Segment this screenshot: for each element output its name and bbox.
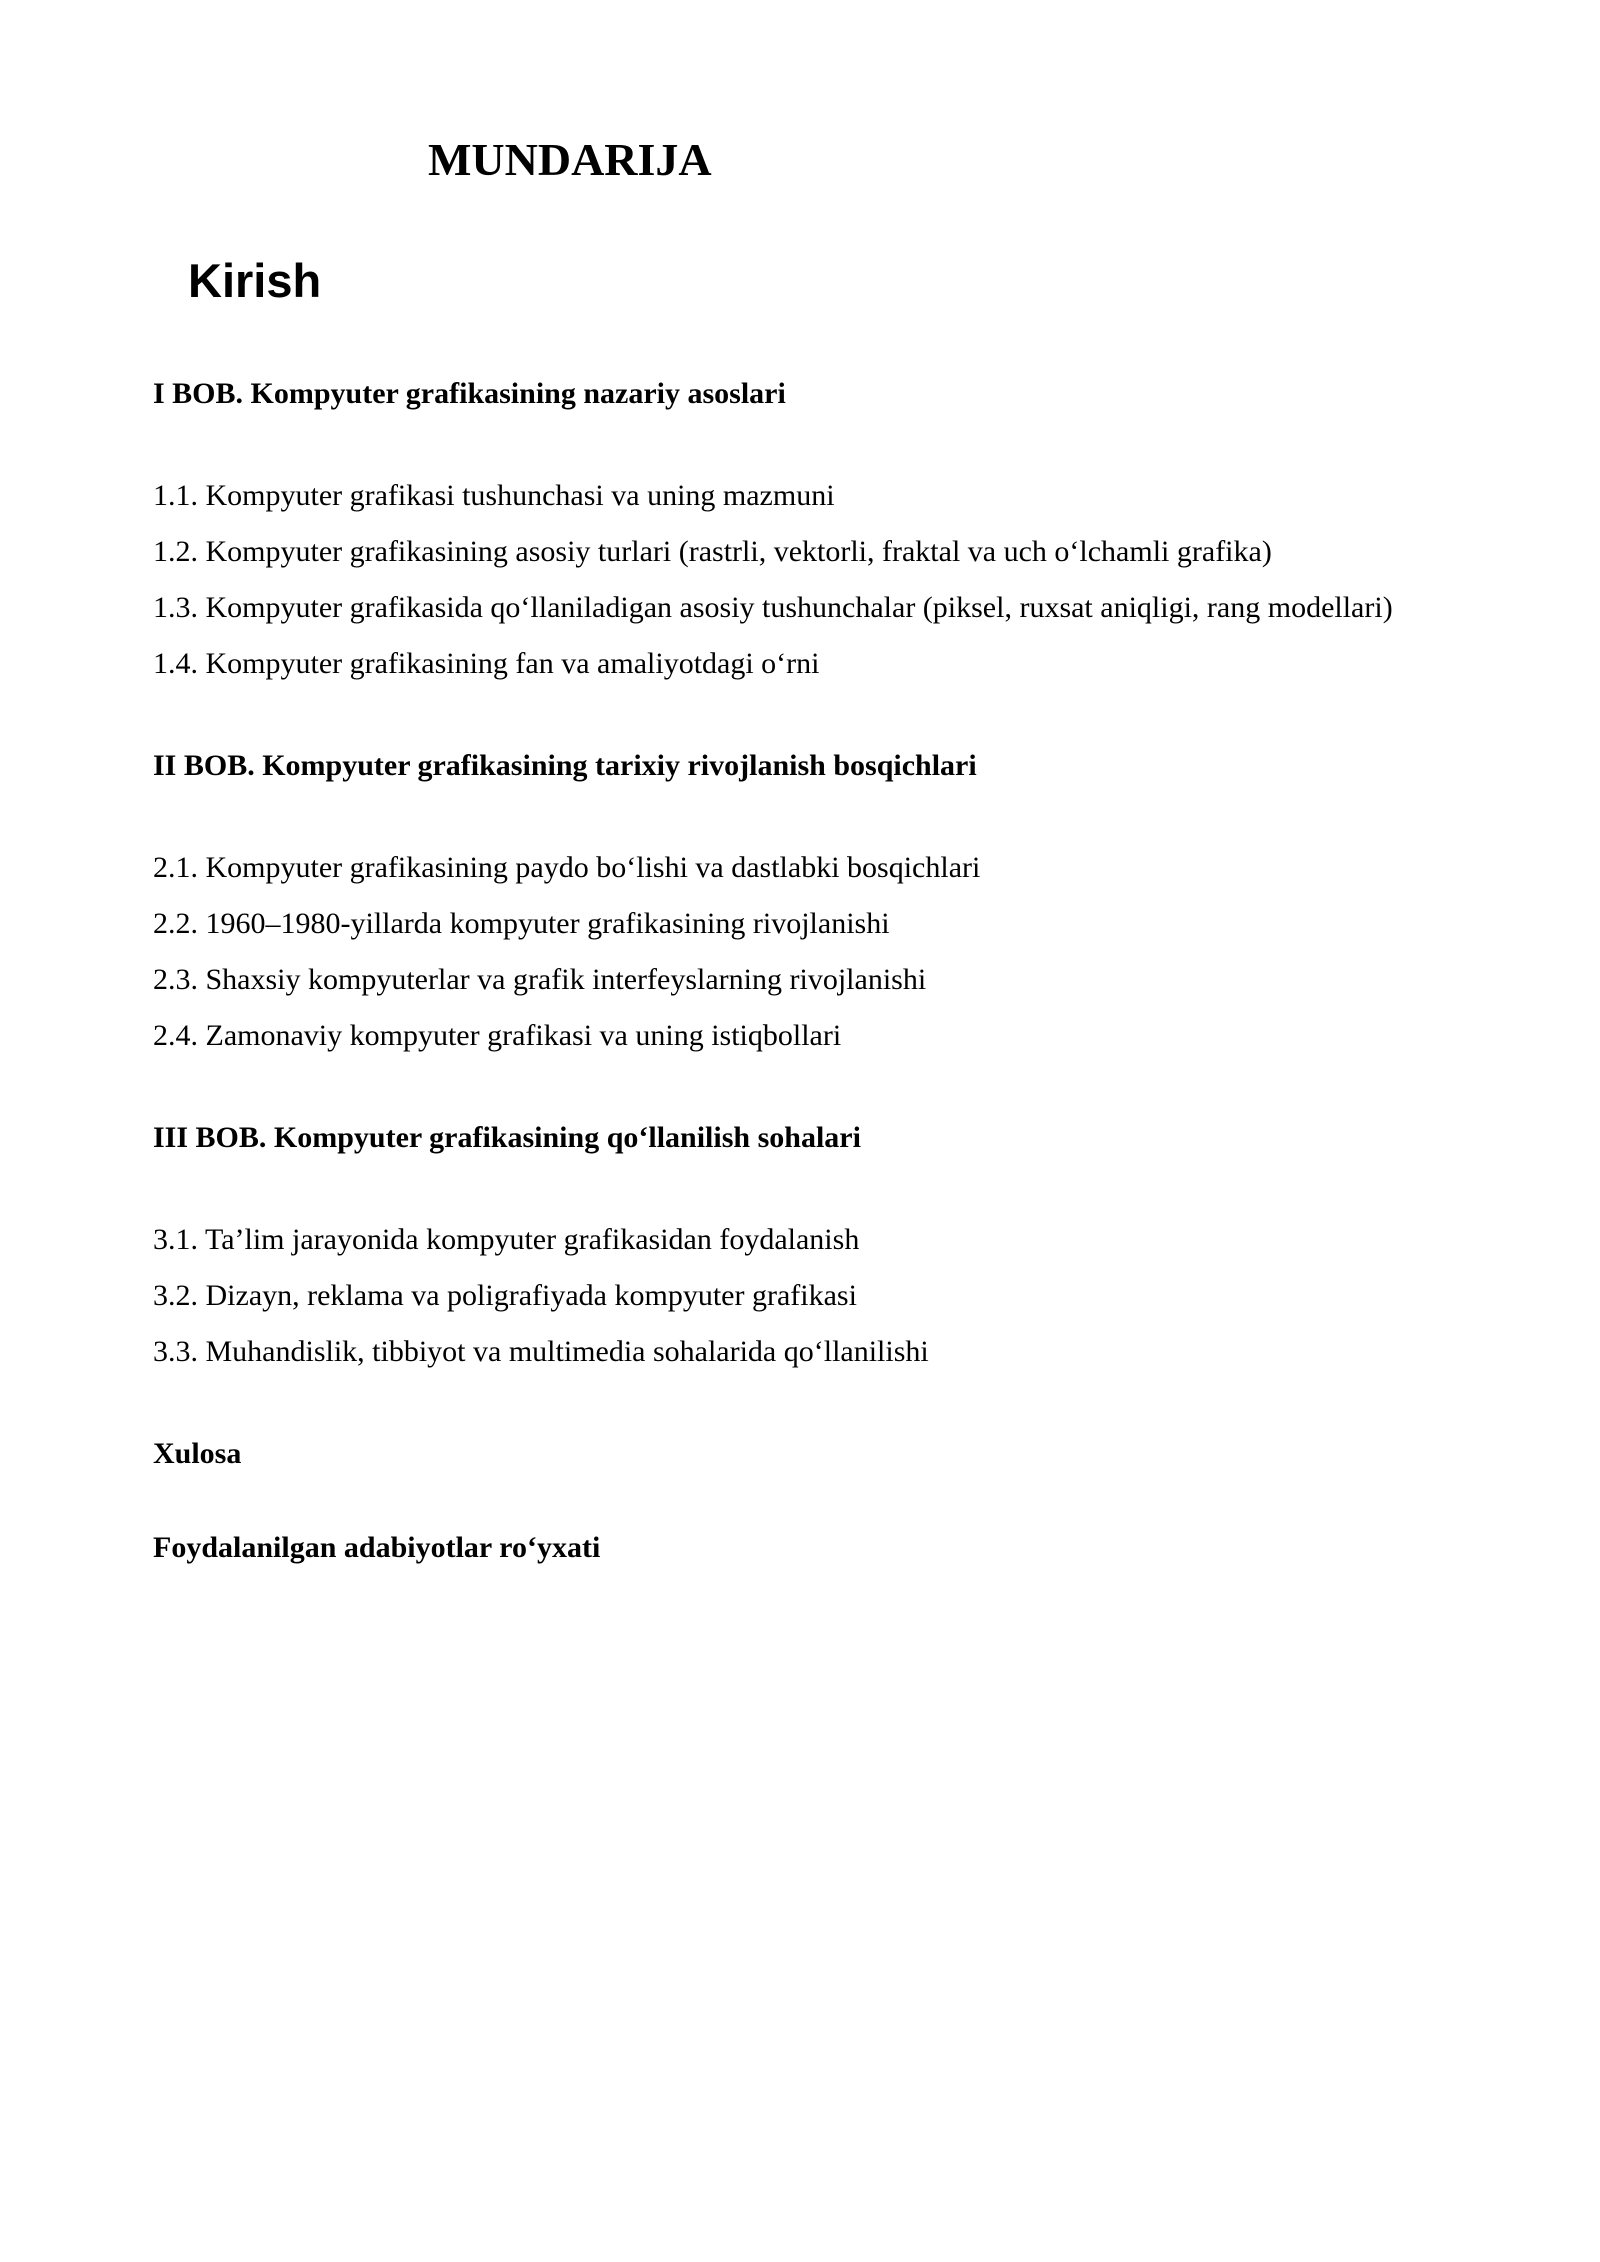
- toc-item: 2.3. Shaxsiy kompyuterlar va grafik interfeyslarning rivojlanishi: [153, 963, 927, 996]
- page-title: MUNDARIJA: [428, 134, 712, 185]
- toc-item: 3.1. Ta’lim jarayonida kompyuter grafikasidan foydalanish: [153, 1223, 860, 1256]
- toc-item: 1.1. Kompyuter grafikasi tushunchasi va uning mazmuni: [153, 479, 835, 512]
- chapter-2-items: [153, 840, 1573, 1064]
- chapter-2-heading: II BOB. Kompyuter grafikasining tarixiy rivojlanish bosqichlari: [153, 749, 977, 782]
- toc-item: 1.3. Kompyuter grafikasida qo‘llaniladigan asosiy tushunchalar (piksel, ruxsat aniqligi, rang modellari): [153, 591, 1393, 624]
- chapter-3-heading: III BOB. Kompyuter grafikasining qo‘llanilish sohalari: [153, 1121, 861, 1154]
- toc-item: 2.1. Kompyuter grafikasining paydo bo‘lishi va dastlabki bosqichlari: [153, 851, 981, 884]
- intro-heading: Kirish: [188, 254, 322, 307]
- toc-item: 1.2. Kompyuter grafikasining asosiy turlari (rastrli, vektorli, fraktal va uch o‘lchamli grafika): [153, 535, 1272, 568]
- toc-item: 1.4. Kompyuter grafikasining fan va amaliyotdagi o‘rni: [153, 647, 820, 680]
- references-heading: Foydalanilgan adabiyotlar ro‘yxati: [153, 1531, 601, 1564]
- toc-item: 2.2. 1960–1980-yillarda kompyuter grafikasining rivojlanishi: [153, 907, 890, 940]
- toc-item: 3.3. Muhandislik, tibbiyot va multimedia sohalarida qo‘llanilishi: [153, 1335, 929, 1368]
- toc-item: 3.2. Dizayn, reklama va poligrafiyada kompyuter grafikasi: [153, 1279, 857, 1312]
- chapter-1-heading: I BOB. Kompyuter grafikasining nazariy asoslari: [153, 377, 786, 410]
- toc-item: 2.4. Zamonaviy kompyuter grafikasi va uning istiqbollari: [153, 1019, 842, 1052]
- table-of-contents: [153, 374, 1573, 1568]
- chapter-1-items: [153, 468, 1573, 692]
- conclusion-heading: Xulosa: [153, 1437, 242, 1470]
- chapter-3-items: [153, 1212, 1573, 1380]
